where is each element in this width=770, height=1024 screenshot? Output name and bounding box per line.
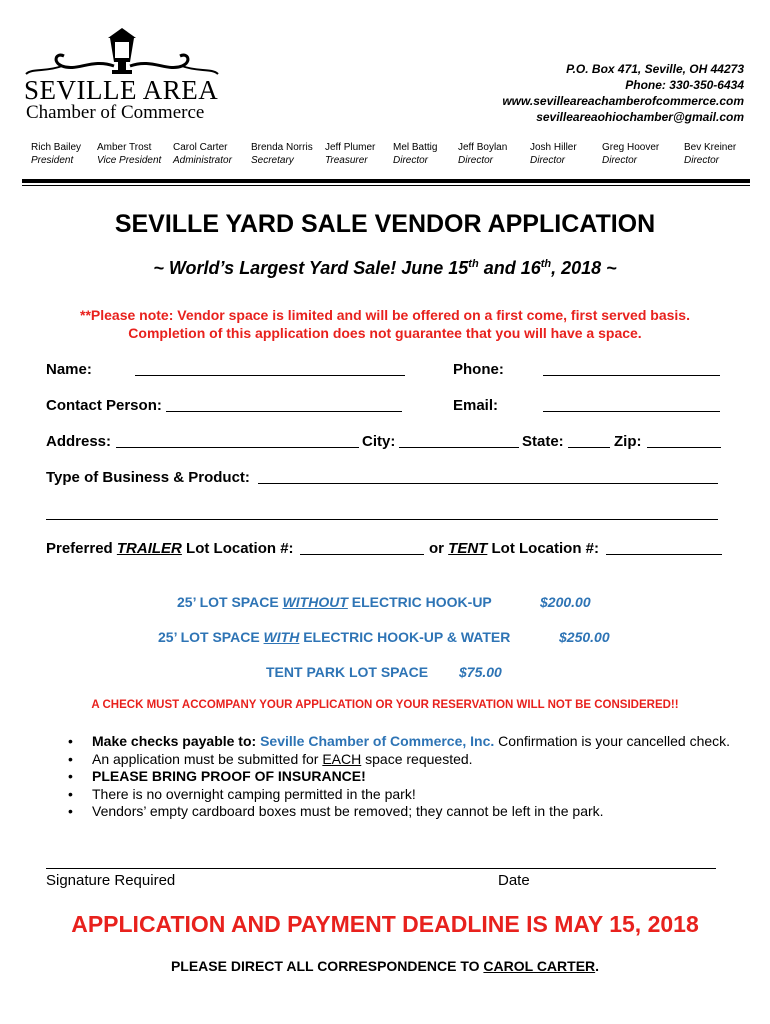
officer-role: Director — [602, 154, 638, 166]
phone-label: Phone: — [453, 361, 504, 378]
officer-name: Jeff Boylan — [458, 142, 508, 153]
officer — [97, 142, 161, 167]
price-with-electric-amount: $250.00 — [559, 629, 610, 645]
officer — [602, 142, 659, 167]
city-field[interactable] — [399, 447, 519, 448]
phone-field[interactable] — [543, 375, 720, 376]
tent-location-label: or TENT Lot Location #: — [429, 540, 600, 557]
officer-role: Director — [458, 154, 494, 166]
header-divider-thin — [22, 185, 750, 186]
officer-role: Vice President — [97, 154, 162, 166]
officer-role: Director — [530, 154, 566, 166]
address-field[interactable] — [116, 447, 359, 448]
officer — [458, 142, 507, 167]
name-field[interactable] — [135, 375, 405, 376]
vendor-space-note: **Please note: Vendor space is limited and will be offered on a first come, first served basis. Completion of this application does not guarantee that you will have a space. — [80, 307, 690, 341]
contact-website[interactable]: www.sevilleareachamberofcommerce.com — [502, 94, 744, 108]
officer-role: Administrator — [173, 154, 232, 166]
officer-role: Treasurer — [325, 154, 368, 166]
state-label: State: — [522, 433, 564, 450]
tent-lot-field[interactable] — [606, 554, 722, 555]
list-item: • Make checks payable to: Seville Chamber of Commerce, Inc. Confirmation is your cancelled check. — [68, 733, 731, 749]
deadline-banner: APPLICATION AND PAYMENT DEADLINE IS MAY 15, 2018 — [71, 911, 699, 937]
contact-block — [502, 61, 744, 125]
officer-name: Amber Trost — [97, 142, 152, 153]
business-type-field-line-2[interactable] — [46, 519, 718, 520]
officer-role: President — [31, 154, 74, 166]
correspondence-note: PLEASE DIRECT ALL CORRESPONDENCE TO CAROL CARTER. — [170, 958, 600, 974]
contact-person-label: Contact Person: — [46, 397, 162, 414]
officer — [684, 142, 736, 167]
price-without-electric: 25’ LOT SPACE WITHOUT ELECTRIC HOOK-UP — [177, 594, 492, 610]
header-divider — [22, 179, 750, 183]
officer-name: Jeff Plumer — [325, 142, 376, 153]
instructions-list — [68, 733, 730, 821]
list-item: • PLEASE BRING PROOF OF INSURANCE! — [68, 768, 366, 784]
date-label: Date — [498, 872, 530, 889]
price-without-electric-amount: $200.00 — [540, 594, 591, 610]
officer-role: Director — [684, 154, 720, 166]
zip-field[interactable] — [647, 447, 721, 448]
contact-phone: Phone: 330-350-6434 — [625, 78, 744, 92]
officer — [31, 142, 81, 167]
business-type-label: Type of Business & Product: — [46, 469, 250, 486]
name-label: Name: — [46, 361, 92, 378]
trailer-lot-field[interactable] — [300, 554, 424, 555]
officer-name: Brenda Norris — [251, 142, 313, 153]
email-label: Email: — [453, 397, 499, 414]
page-subtitle: ~ World’s Largest Yard Sale! June 15th and 16th, 2018 ~ — [153, 258, 617, 278]
check-warning: A CHECK MUST ACCOMPANY YOUR APPLICATION OR YOUR RESERVATION WILL NOT BE CONSIDERED!! — [91, 699, 679, 711]
list-item: • An application must be submitted for EACH space requested. — [68, 750, 473, 767]
preferred-location-row: Preferred TRAILER Lot Location #: — [46, 540, 294, 557]
list-item: • There is no overnight camping permitted in the park! — [68, 785, 416, 802]
state-field[interactable] — [568, 447, 610, 448]
city-label: City: — [362, 433, 396, 450]
lamp-post-icon — [22, 28, 222, 80]
officer-role: Director — [393, 154, 429, 166]
signature-label: Signature Required — [46, 872, 176, 889]
business-type-field[interactable] — [258, 483, 718, 484]
officer — [173, 142, 232, 167]
officer-name: Bev Kreiner — [684, 142, 737, 153]
price-tent-amount: $75.00 — [459, 664, 502, 680]
logo-line-1: SEVILLE AREA — [24, 75, 219, 105]
officer-name: Mel Battig — [393, 142, 438, 153]
officer-name: Josh Hiller — [530, 142, 577, 153]
officer-name: Carol Carter — [173, 142, 228, 153]
signature-line[interactable] — [46, 868, 716, 869]
list-item: • Vendors’ empty cardboard boxes must be removed; they cannot be left in the park. — [68, 803, 604, 819]
contact-person-field[interactable] — [166, 411, 402, 412]
logo-line-2: Chamber of Commerce — [26, 102, 205, 123]
officer — [251, 142, 313, 167]
officer — [325, 142, 375, 167]
contact-email[interactable]: sevilleareaohiochamber@gmail.com — [536, 110, 744, 124]
officer-name: Greg Hoover — [602, 142, 660, 153]
chamber-logo — [22, 28, 222, 123]
page-title: SEVILLE YARD SALE VENDOR APPLICATION — [114, 210, 656, 238]
zip-label: Zip: — [614, 433, 642, 450]
email-field[interactable] — [543, 411, 720, 412]
officer — [393, 142, 437, 167]
address-label: Address: — [46, 433, 112, 450]
contact-address: P.O. Box 471, Seville, OH 44273 — [566, 62, 744, 76]
officer-name: Rich Bailey — [31, 142, 82, 153]
price-with-electric: 25’ LOT SPACE WITH ELECTRIC HOOK-UP & WATER — [158, 629, 511, 645]
officer-role: Secretary — [251, 154, 294, 166]
officer — [530, 142, 577, 167]
price-tent: TENT PARK LOT SPACE — [266, 664, 429, 680]
